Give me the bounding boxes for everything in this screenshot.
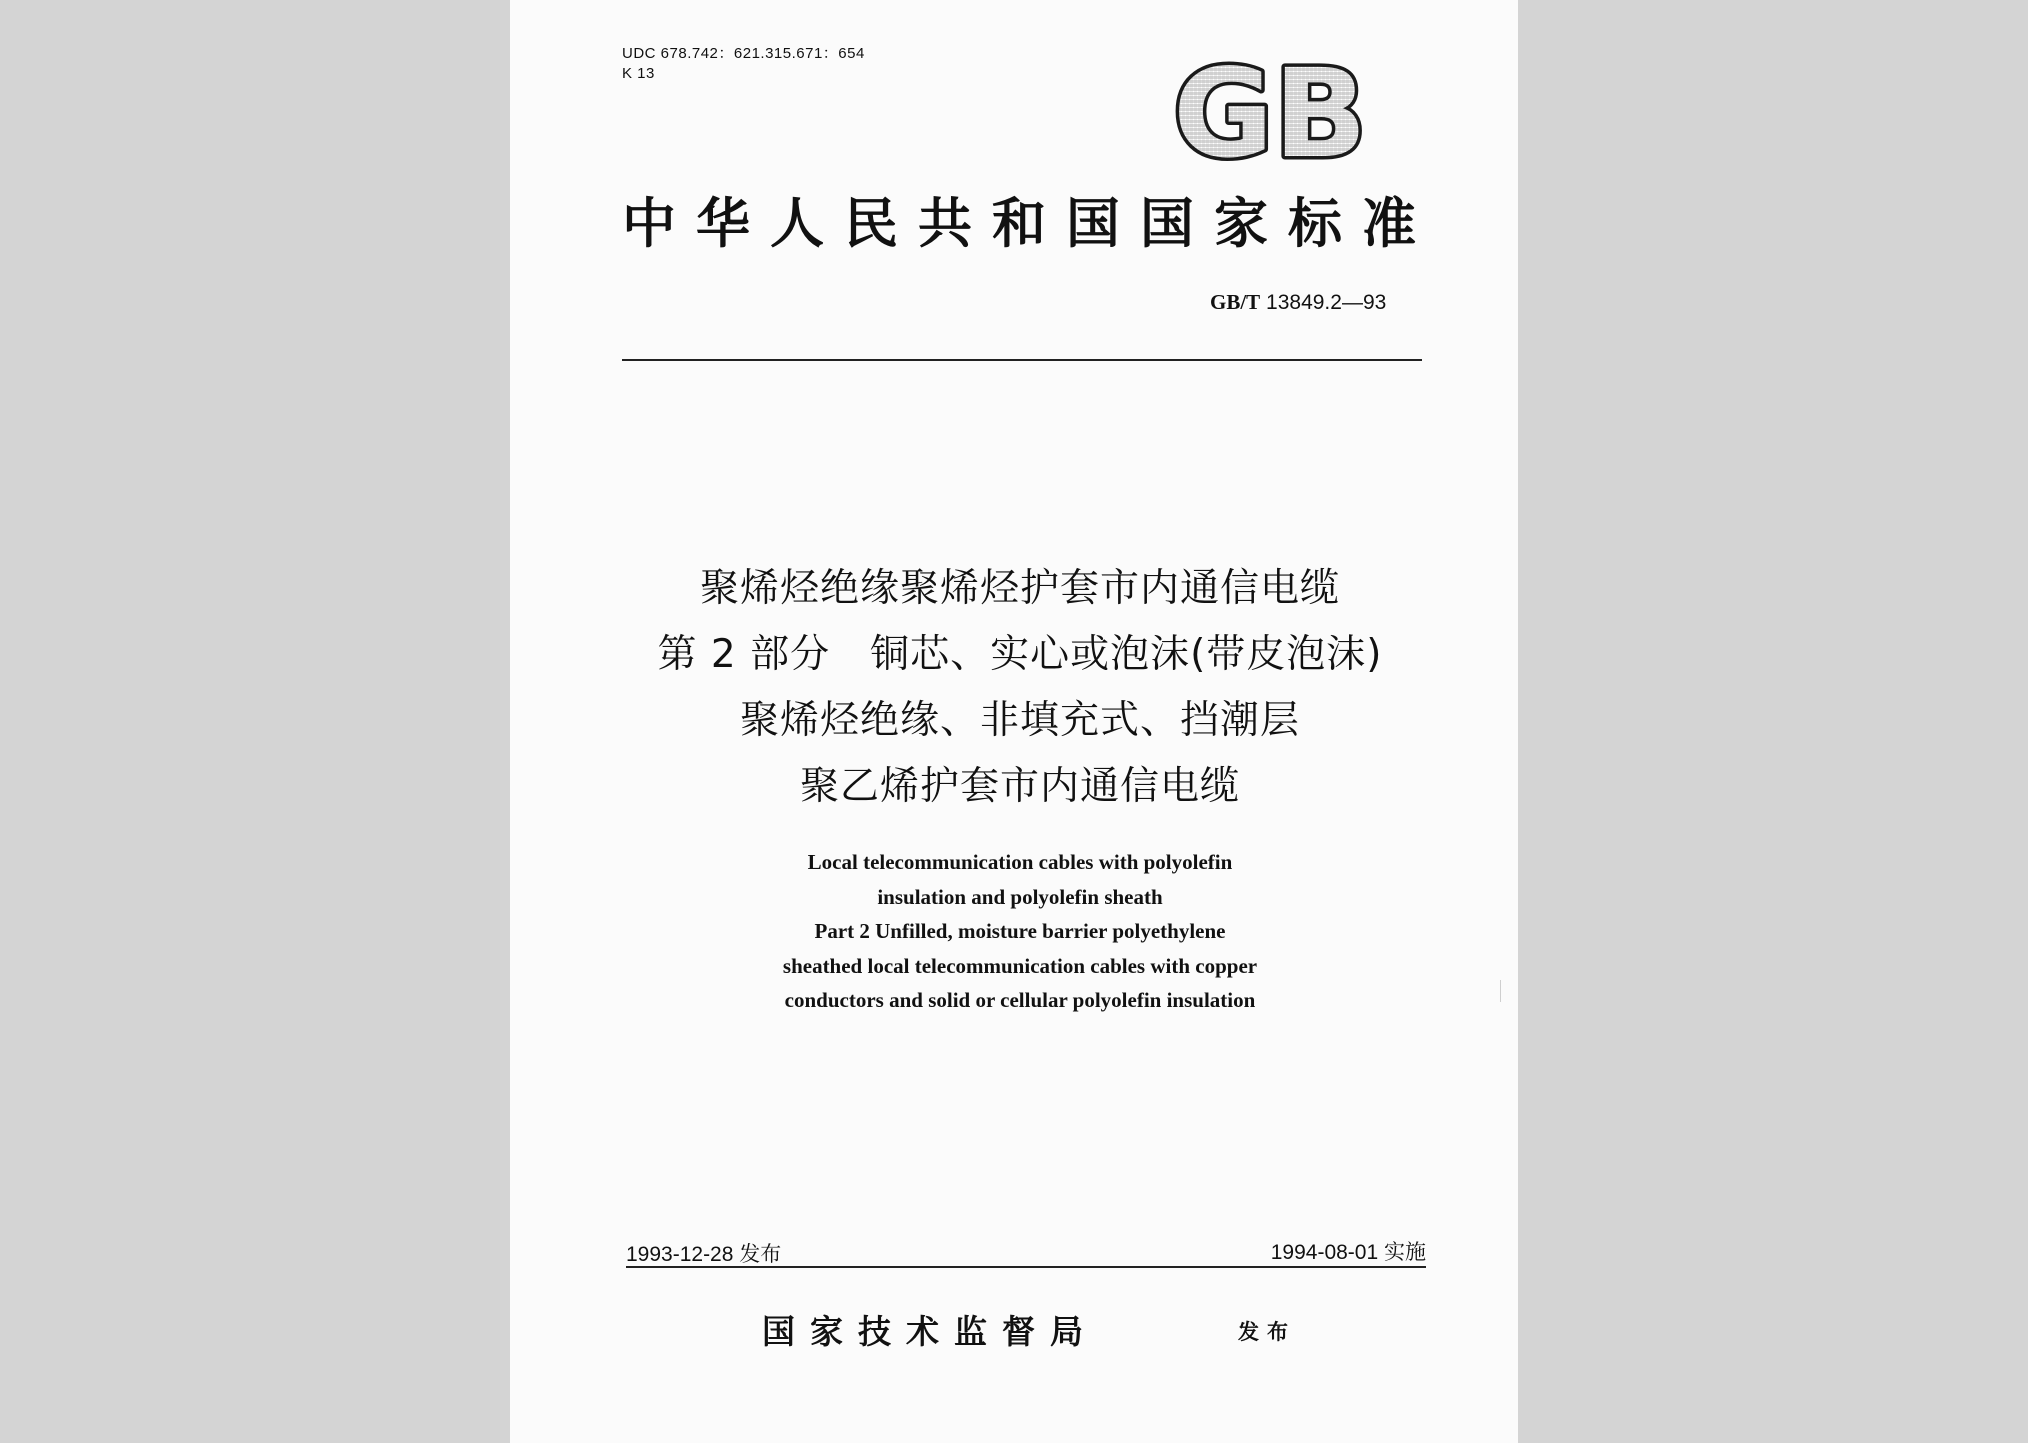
standard-code: 13849.2—93 — [1266, 291, 1387, 314]
chinese-title-line-3: 聚烯烃绝缘、非填充式、挡潮层 — [739, 698, 1300, 743]
english-title — [570, 845, 1470, 1018]
issuing-authority-suffix: 发布 — [1238, 1319, 1296, 1344]
chinese-title-line-1: 聚烯烃绝缘聚烯烃护套市内通信电缆 — [699, 566, 1340, 611]
english-title-line-1: Local telecommunication cables with polyolefin — [807, 850, 1233, 874]
country-standard-title: 中华人民共和国国家标准 — [622, 191, 1436, 255]
scan-artifact — [1500, 980, 1501, 1002]
chinese-title-line-2: 第 2 部分 铜芯、实心或泡沫(带皮泡沫) — [657, 632, 1383, 677]
english-title-line-3: Part 2 Unfilled, moisture barrier polyethylene — [814, 919, 1226, 943]
english-title-line-5: conductors and solid or cellular polyolefin insulation — [784, 988, 1256, 1012]
standard-prefix: GB/T — [1210, 290, 1261, 314]
issuing-authority: 国家技术监督局 — [762, 1312, 1098, 1351]
english-title-line-4: sheathed local telecommunication cables with copper — [782, 953, 1258, 978]
document-page — [510, 0, 1518, 1443]
classification-code: K 13 — [622, 65, 655, 82]
gb-logo — [1170, 52, 1370, 164]
chinese-title-line-4: 聚乙烯护套市内通信电缆 — [799, 764, 1240, 809]
standard-number — [1210, 290, 1386, 315]
bottom-divider — [626, 1266, 1426, 1268]
issue-date: 1993-12-28 发布 — [626, 1243, 782, 1266]
udc-code: UDC 678.742：621.315.671：654 — [622, 45, 865, 62]
top-divider — [622, 359, 1422, 361]
udc-block — [622, 44, 865, 84]
effective-date: 1994-08-01 实施 — [1270, 1241, 1426, 1264]
gb-logo-text: GB — [1173, 52, 1367, 164]
chinese-title — [570, 556, 1470, 820]
english-title-line-2: insulation and polyolefin sheath — [877, 884, 1163, 909]
